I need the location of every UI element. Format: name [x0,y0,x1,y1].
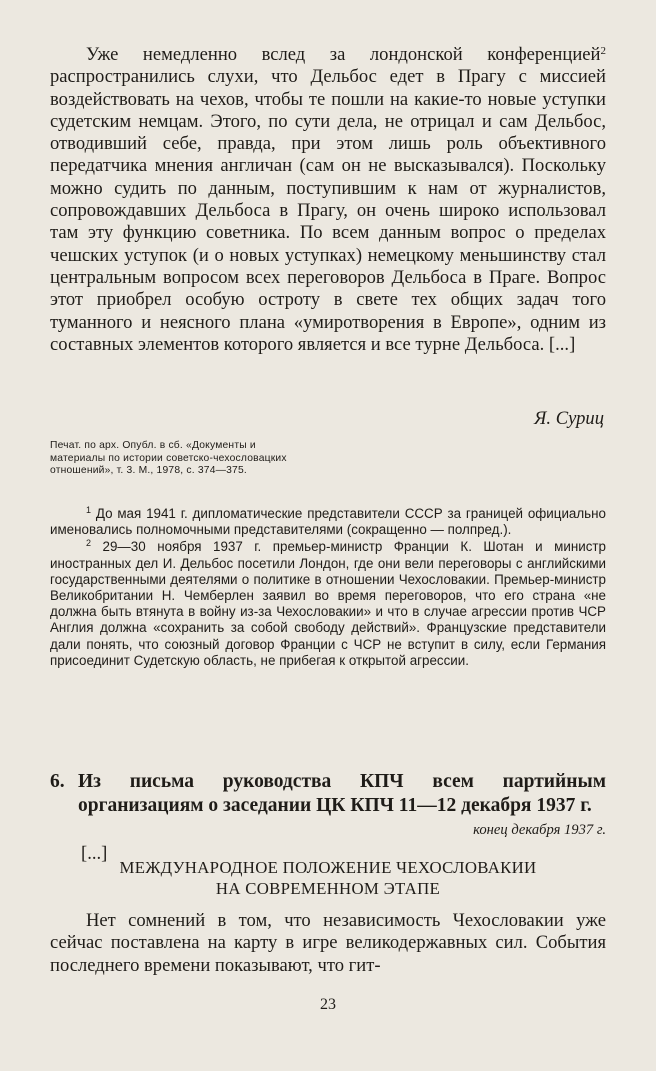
footnote-ref-2[interactable]: 2 [600,45,606,57]
footnote-2 [50,539,606,669]
page-number: 23 [320,996,336,1013]
document-date: конец декабря 1937 г. [473,822,606,838]
paragraph-text-part1: Уже немедленно вслед за лондонской конференцией [86,44,601,65]
section-title [50,857,606,899]
source-note: Печат. по арх. Опубл. в сб. «Документы и материалы по истории советско-чехословацких отношений», т. 3. М., 1978, с. 374—375. [50,440,287,477]
document-body [50,910,606,977]
section-title-line1: МЕЖДУНАРОДНОЕ ПОЛОЖЕНИЕ ЧЕХОСЛОВАКИИ [119,858,537,877]
footnote-number: 1 [86,505,92,515]
signature: Я. Суриц [534,408,604,429]
footnote-number: 2 [86,538,92,549]
paragraph-text [50,44,606,356]
omission-mark: [...] [81,843,108,864]
section-title-line2: НА СОВРЕМЕННОМ ЭТАПЕ [215,879,441,898]
document-heading [50,770,606,818]
footnote-1 [50,506,606,538]
footnote-text: До мая 1941 г. дипломатические представители СССР за границей официально именовались полномочными представителями (сокращенно — полпред.). [50,506,606,538]
document-body-text: Нет сомнений в том, что независимость Чехословакии уже сейчас поставлена на карту в игре великодержавных сил. События последнего времени показывают, что гит- [50,910,606,976]
main-paragraph [50,44,606,356]
document-number: 6. [50,771,65,792]
footnote-text: 29—30 ноября 1937 г. премьер-министр Франции К. Шотан и министр иностранных дел И. Дельбос посетили Лондон, где они вели переговоры с английскими государственными деятелями о политике в отношении Чехословакии. Премьер-министр Великобритании Н. Чемберлен заявил во время переговоров, что его страна «не должна быть втянута в войну из-за Чехословакии» и что в случае агрессии против ЧСР Англия должна «сохранить за собой свободу действий». Французские представители дали понять, что союзный договор Франции с ЧСР не вступит в силу, если Германия присоединит Судетскую область, не прибегая к открытой агрессии. [50,539,606,668]
paragraph-text-part2: распространились слухи, что Дельбос едет в Прагу с миссией воздействовать на чехов, чтобы те пошли на какие-то новые уступки судетским немцам. Этого, по сути дела, не отрицал и сам Дельбос, отводивший себе, правда, при этом лишь роль объективного передатчика мнения англичан (сам он не высказывался). Поскольку можно судить по данным, поступившим к нам от журналистов, сопровождавших Дельбоса в Прагу, он очень широко использовал там эту функцию советника. По всем данным вопрос о пределах чешских уступок (и о новых уступках) немецкому меньшинству стал центральным вопросом всех переговоров Дельбоса в Праге. Вопрос этот приобрел особую остроту в свете тех общих задач того туманного и неясного плана «умиротворения в Европе», одним из составных элементов которого является и все турне Дельбоса. [...] [50,66,606,355]
document-title: Из письма руководства КПЧ всем партийным организациям о заседании ЦК КПЧ 11—12 декабря 1937 г. [78,771,606,816]
footnotes [50,506,606,669]
